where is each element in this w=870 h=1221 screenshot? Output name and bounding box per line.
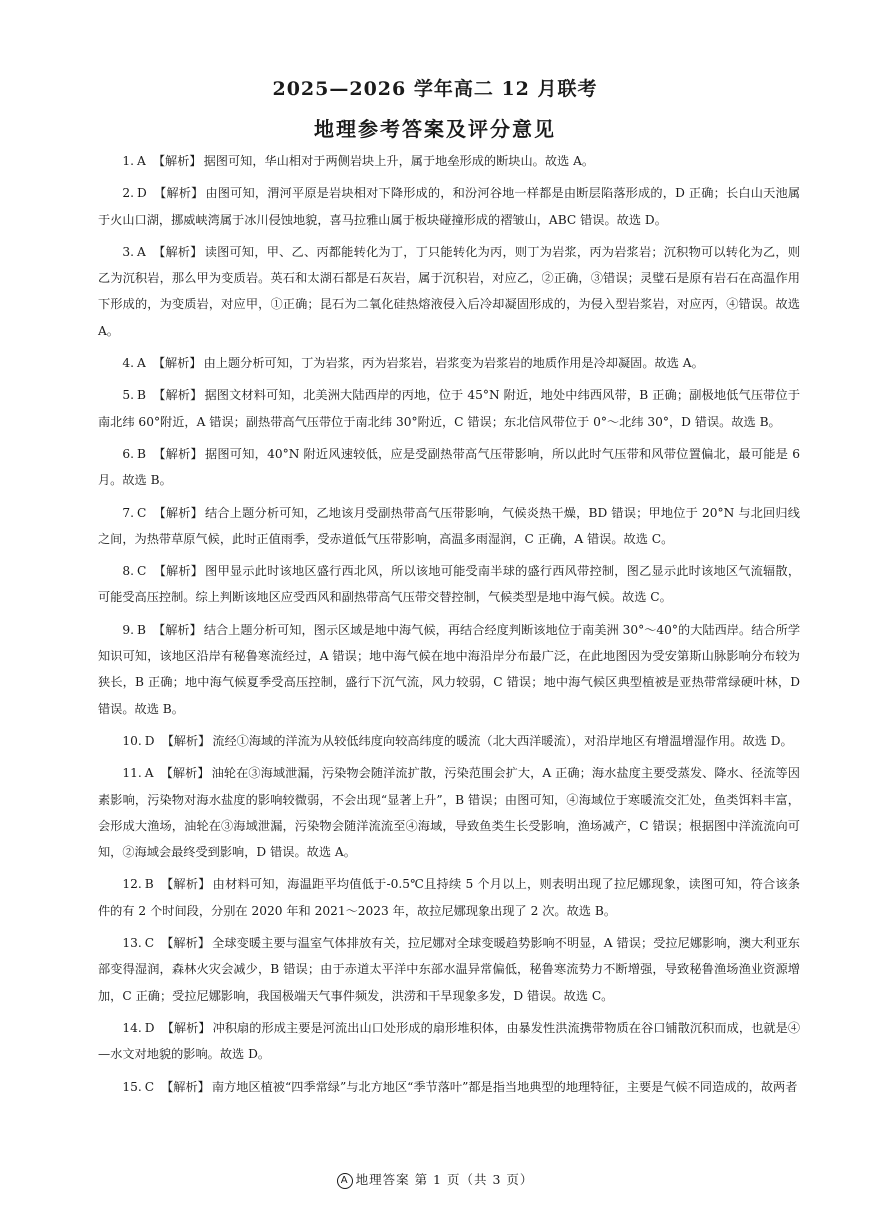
question-number: 12.: [122, 877, 142, 892]
explanation-text: 油轮在③海域泄漏，污染物会随洋流扩散，污染范围会扩大，A 正确；海水盐度主要受蒸发、降水、径流等因素影响，污染物对海水盐度的影响较微弱，不会出现“显著上升”，B 错误；由图可知，④海域位于寒暖流交汇处，鱼类饵料丰富，会形成大渔场，油轮在③海域泄漏，污染物会随洋流流至④海域，导致鱼类生长受影响，渔场减产，C 错误；根据图中洋流流向可知，②海域会最终受到影响，D 错误。故选 A。: [98, 766, 800, 860]
explanation-text: 据图可知，40°N 附近风速较低，应是受副热带高气压带影响，所以此时气压带和风带位置偏北，最可能是 6 月。故选 B。: [98, 446, 800, 488]
answer-choice: C: [144, 1079, 155, 1094]
answer-choice: B: [144, 877, 154, 892]
analysis-tag: 【解析】: [152, 244, 203, 259]
analysis-tag: 【解析】: [153, 622, 202, 637]
answer-choice: B: [137, 622, 146, 637]
answer-choice: A: [144, 766, 154, 781]
answer-item: [98, 500, 800, 553]
analysis-tag: 【解析】: [161, 936, 211, 951]
answer-item: [98, 1015, 800, 1068]
question-number: 11.: [122, 766, 142, 781]
analysis-tag: 【解析】: [153, 186, 204, 201]
explanation-text: 冲积扇的形成主要是河流出山口处形成的扇形堆积体，由暴发性洪流携带物质在谷口铺散沉积而成，也就是④—水文对地貌的影响。故选 D。: [98, 1020, 801, 1062]
analysis-tag: 【解析】: [152, 356, 202, 371]
answer-item: [98, 617, 800, 722]
question-number: 2.: [122, 186, 135, 201]
answer-choice: C: [137, 564, 147, 579]
page-footer: [0, 1170, 870, 1189]
question-number: 15.: [122, 1079, 142, 1094]
answer-list: [98, 148, 800, 1106]
explanation-text: 读图可知，甲、乙、丙都能转化为丁，丁只能转化为丙，则丁为岩浆，丙为岩浆岩；沉积物可以转化为乙，则乙为沉积岩，那么甲为变质岩。英石和太湖石都是石灰岩，属于沉积岩，对应乙，②正确，③错误；灵璧石是原有岩石在高温作用下形成的，为变质岩，对应甲，①正确；昆石为二氧化硅热熔液侵入后冷却凝固形成的，为侵入型岩浆岩，对应丙，④错误。故选 A。: [98, 244, 801, 338]
answer-choice: C: [137, 505, 147, 520]
explanation-text: 南方地区植被“四季常绿”与北方地区“季节落叶”都是指当地典型的地理特征，主要是气候不同造成的，故两者: [211, 1079, 798, 1094]
question-number: 4.: [122, 356, 135, 371]
explanation-text: 图甲显示此时该地区盛行西北风，所以该地可能受南半球的盛行西风带控制，图乙显示此时该地区气流辐散，可能受高压控制。综上判断该地区应受西风和副热带高气压带交替控制，气候类型是地中海气候。故选 C。: [98, 564, 801, 605]
answer-item: [98, 148, 800, 174]
answer-item: [98, 180, 800, 233]
answer-item: [98, 930, 800, 1009]
question-number: 6.: [122, 446, 135, 461]
explanation-text: 结合上题分析可知，图示区域是地中海气候，再结合经度判断该地位于南美洲 30°～40°的大陆西岸。结合所学知识可知，该地区沿岸有秘鲁寒流经过，A 错误；地中海气候在地中海沿岸分布最广泛，在此地图因为受安第斯山脉影响分布较为狭长，B 正确；地中海气候夏季受高压控制，盛行下沉气流，风力较弱，C 错误；地中海气候区典型植被是亚热带常绿硬叶林，D 错误。故选 B。: [98, 622, 801, 716]
question-number: 13.: [122, 936, 142, 951]
answer-choice: C: [144, 936, 155, 951]
answer-item: [98, 871, 800, 924]
explanation-text: 由上题分析可知，丁为岩浆，丙为岩浆岩，岩浆变为岩浆岩的地质作用是冷却凝固。故选 A。: [203, 356, 704, 371]
analysis-tag: 【解析】: [160, 877, 211, 892]
answer-item: [98, 382, 800, 435]
analysis-tag: 【解析】: [161, 733, 211, 748]
version-mark-icon: A: [337, 1173, 353, 1189]
answer-item: [98, 350, 800, 376]
explanation-text: 结合上题分析可知，乙地该月受副热带高气压带影响，气候炎热干燥，BD 错误；甲地位于 20°N 与北回归线之间，为热带草原气候，此时正值雨季，受赤道低气压带影响，高温多雨湿润，C 正确，A 错误。故选 C。: [98, 505, 800, 546]
analysis-tag: 【解析】: [152, 154, 202, 168]
answer-item: [98, 760, 800, 865]
question-number: 8.: [122, 564, 135, 579]
question-number: 9.: [122, 622, 135, 637]
explanation-text: 据图文材料可知，北美洲大陆西岸的丙地，位于 45°N 附近，地处中纬西风带，B 正确；副极地低气压带位于南北纬 60°附近，A 错误；副热带高气压带位于南北纬 30°附近，C 错误；东北信风带位于 0°～北纬 30°，D 错误。故选 B。: [98, 388, 801, 429]
question-number: 10.: [122, 733, 142, 748]
answer-item: [98, 1074, 800, 1100]
answer-item: [98, 728, 800, 754]
exam-title: 2025—2026 学年高二 12 月联考: [272, 78, 598, 100]
page-number-text: 地理答案 第 1 页（共 3 页）: [355, 1172, 534, 1187]
explanation-text: 全球变暖主要与温室气体排放有关，拉尼娜对全球变暖趋势影响不明显，A 错误；受拉尼娜影响，澳大利亚东部变得湿润，森林火灾会减少，B 错误；由于赤道太平洋中东部水温异常偏低，秘鲁寒流势力不断增强，导致秘鲁渔场渔业资源增加，C 正确；受拉尼娜影响，我国极端天气事件频发，洪涝和干旱现象多发，D 错误。故选 C。: [98, 936, 800, 1003]
explanation-text: 流经①海域的洋流为从较低纬度向较高纬度的暖流（北大西洋暖流），对沿岸地区有增温增湿作用。故选 D。: [212, 733, 793, 748]
answer-choice: D: [137, 186, 147, 201]
answer-choice: B: [137, 388, 146, 403]
answer-item: [98, 441, 800, 494]
explanation-text: 据图可知，华山相对于两侧岩块上升，属于地垒形成的断块山。故选 A。: [203, 154, 595, 168]
analysis-tag: 【解析】: [153, 505, 204, 520]
explanation-text: 由图可知，渭河平原是岩块相对下降形成的，和汾河谷地一样都是由断层陷落形成的，D 正确；长白山天池属于火山口湖，挪威峡湾属于冰川侵蚀地貌，喜马拉雅山属于板块碰撞形成的褶皱山，ABC 错误。故选 D。: [98, 186, 801, 227]
question-number: 1.: [122, 154, 135, 168]
question-number: 5.: [122, 388, 135, 403]
question-number: 14.: [122, 1020, 142, 1035]
analysis-tag: 【解析】: [153, 388, 203, 403]
answer-choice: A: [137, 244, 146, 259]
question-number: 7.: [122, 505, 135, 520]
explanation-text: 由材料可知，海温距平均值低于-0.5℃且持续 5 个月以上，则表明出现了拉尼娜现象，读图可知，符合该条件的有 2 个时间段，分别在 2020 年和 2021～2023 年，故拉尼娜现象出现了 2 次。故选 B。: [98, 877, 801, 918]
analysis-tag: 【解析】: [153, 564, 204, 579]
answer-choice: B: [137, 446, 146, 461]
analysis-tag: 【解析】: [153, 446, 203, 461]
answer-item: [98, 558, 800, 611]
answer-item: [98, 239, 800, 344]
answer-choice: D: [144, 1020, 155, 1035]
answer-choice: A: [137, 356, 146, 371]
analysis-tag: 【解析】: [160, 766, 210, 781]
document-subtitle: 地理参考答案及评分意见: [314, 117, 556, 141]
analysis-tag: 【解析】: [161, 1079, 210, 1094]
answer-choice: D: [144, 733, 155, 748]
question-number: 3.: [122, 244, 135, 259]
analysis-tag: 【解析】: [161, 1020, 211, 1035]
answer-choice: A: [137, 154, 146, 168]
